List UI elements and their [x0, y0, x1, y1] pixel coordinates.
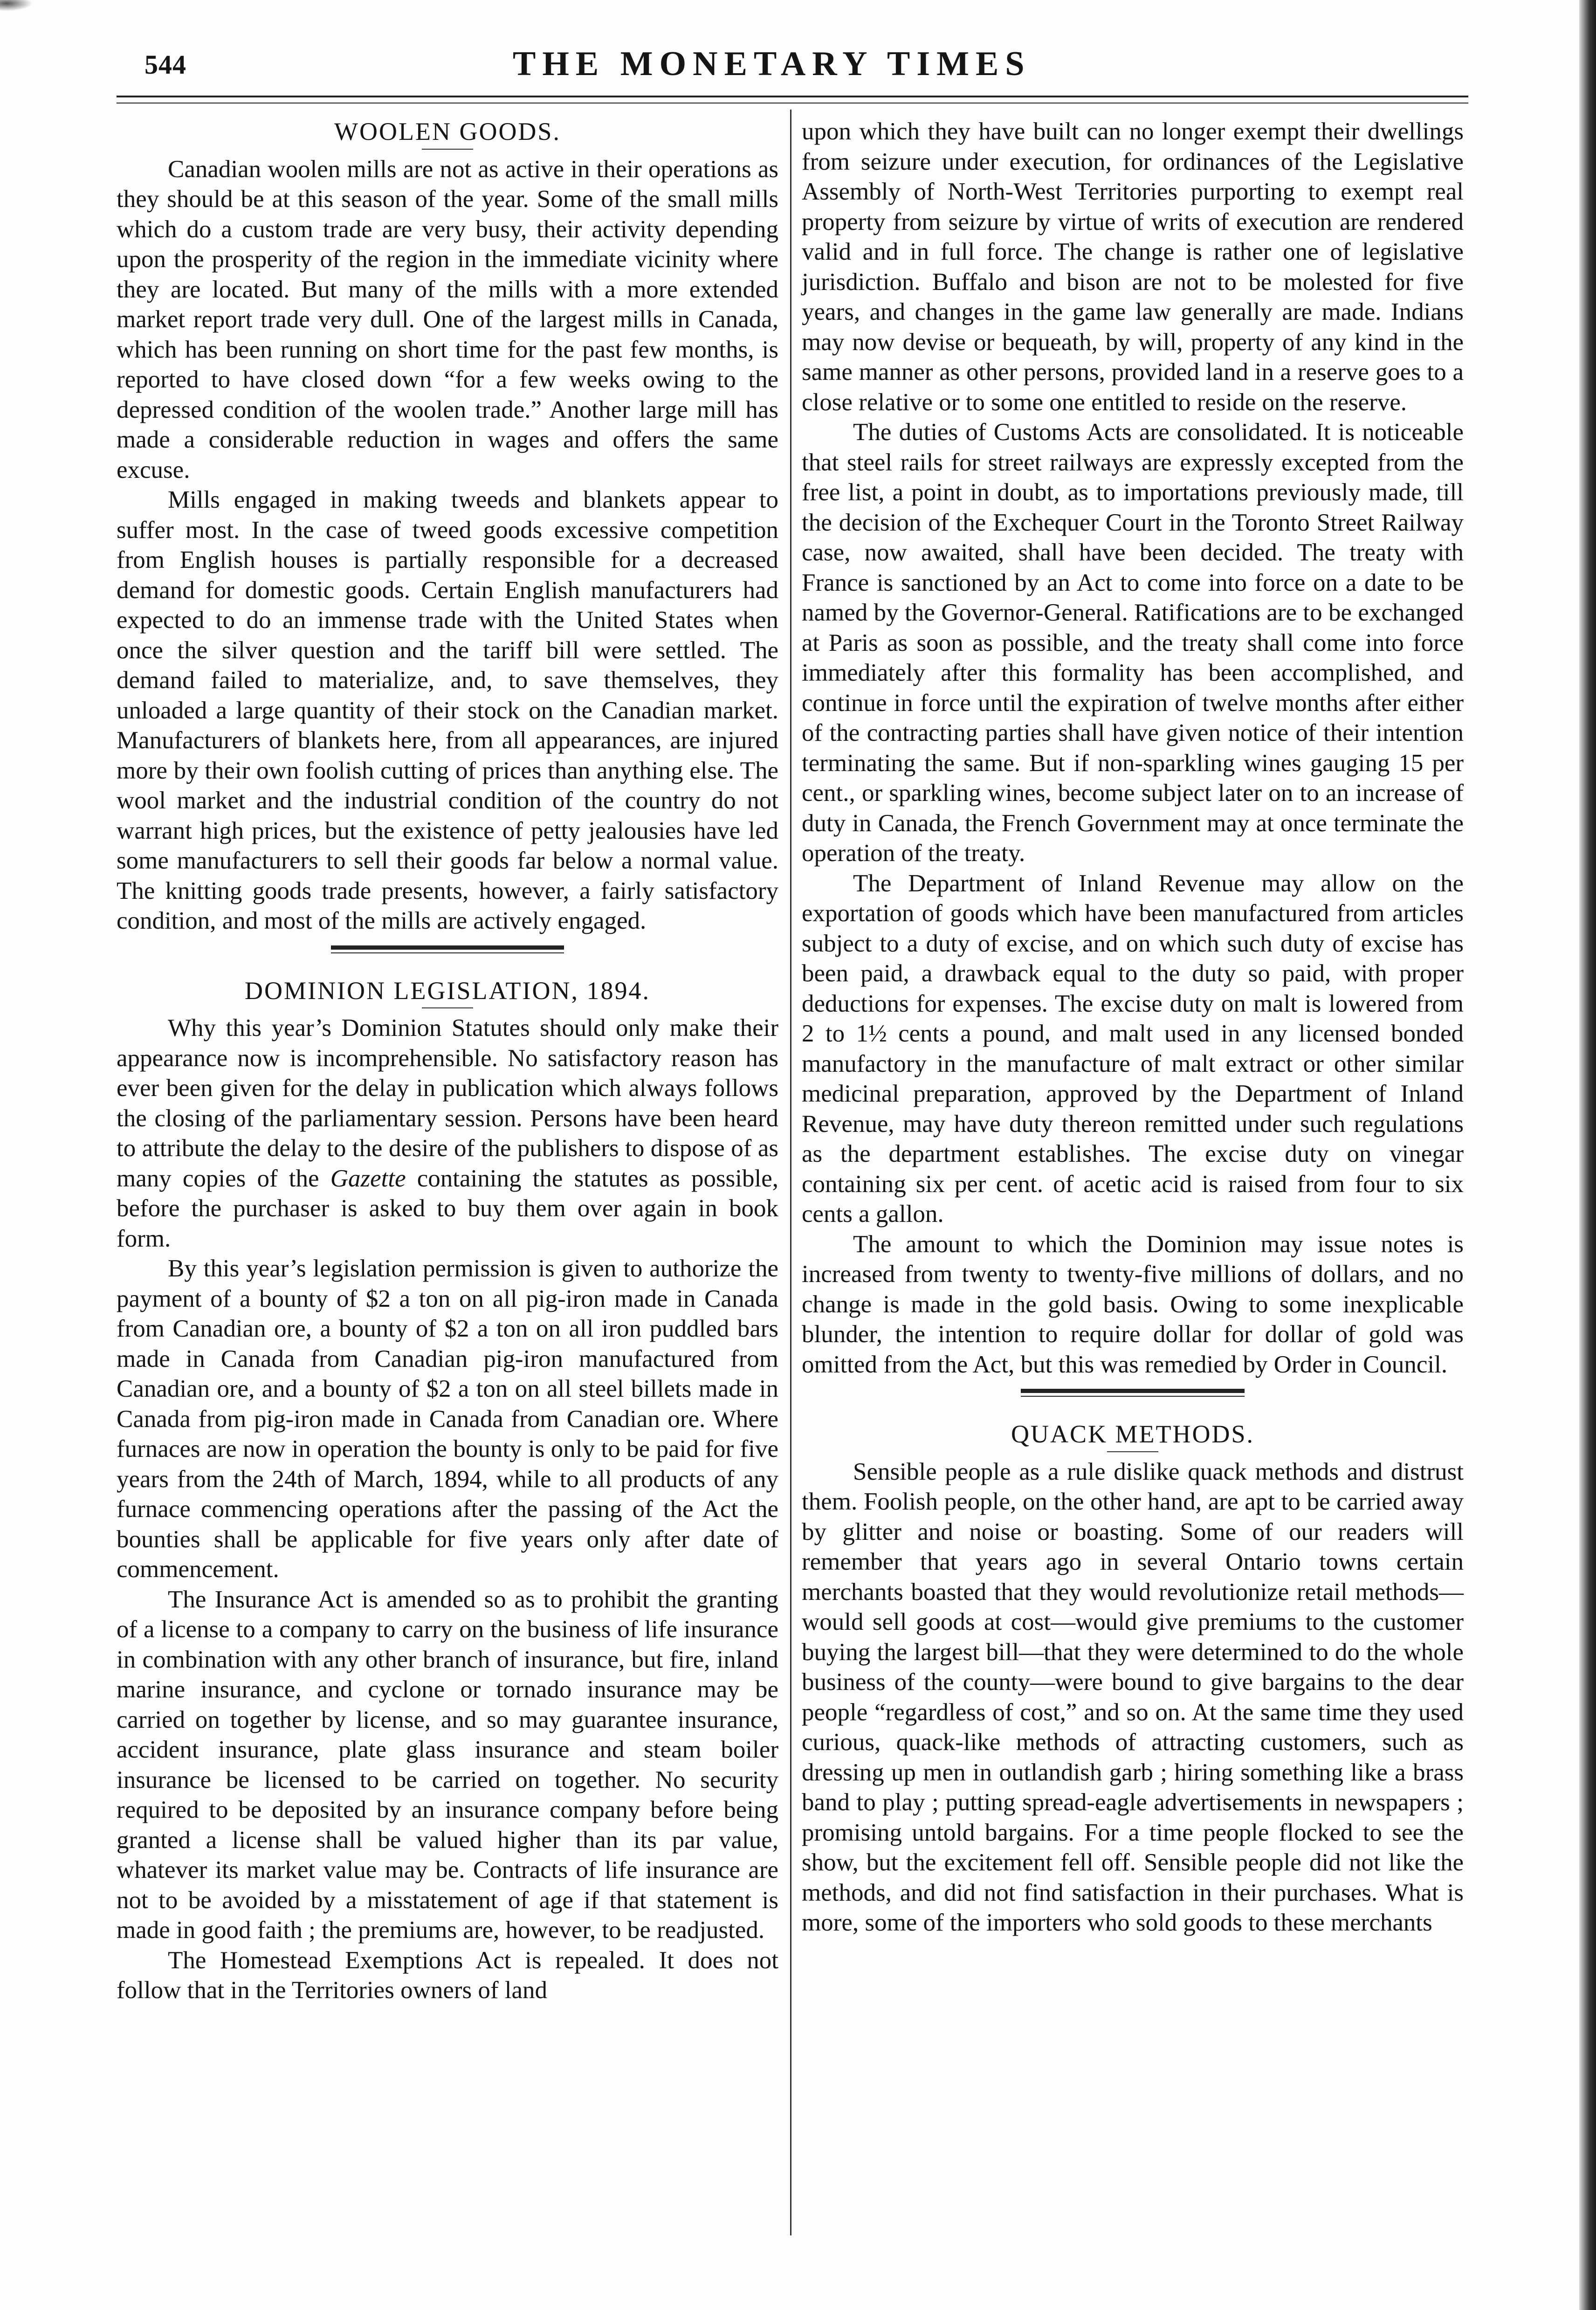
paragraph-text: Why this year’s Dominion Statutes should only make their appearance now is incomprehensible. No satisfactory reason has ever been given for the delay in publication which always follows the closing of the parliamentary session. Persons have been heard to attribute the delay to the desire of the publishers to dispose of as many copies of the [117, 1014, 778, 1192]
article-heading-woolen-goods: WOOLEN GOODS. [334, 117, 561, 145]
column-divider [790, 110, 791, 2235]
article-heading-quack-methods: QUACK METHODS. [1011, 1420, 1254, 1448]
article-paragraph: The Department of Inland Revenue may allow on the exportation of goods which have been manufactured from articles subject to a duty of excise, and on which such duty of excise has been paid, a drawback equal to the duty so paid, with proper deductions for expenses. The excise duty on malt is lowered from 2 to 1½ cents a pound, and malt used in any licensed bonded manufactory in the manufacture of malt extract or other similar medicinal preparation, approved by the Department of Inland Revenue, may have duty thereon remitted under such regulations as the department establishes. The excise duty on vinegar containing six per cent. of acetic acid is raised from four to six cents a gallon. [802, 869, 1464, 1227]
page-number: 544 [144, 49, 186, 80]
heading-rule [422, 149, 473, 150]
article-paragraph [117, 1013, 778, 1254]
right-column [802, 117, 1464, 1938]
scan-smudge [0, 0, 33, 11]
article-paragraph: The Insurance Act is amended so as to prohibit the granting of a license to a company to carry on the business of life insurance in combination with any other branch of insurance, but fire, inland marine insurance, and cyclone or tornado insurance may be carried on together by license, and so may guarantee insurance, accident insurance, plate glass insurance and steam boiler insurance be licensed to be carried on together. No security required to be deposited by an insurance company before being granted a license shall be valued higher than its par value, whatever its market value may be. Contracts of life insurance are not to be avoided by a misstatement of age if that statement is made in good faith ; the premiums are, however, to be readjusted. [117, 1586, 778, 1944]
section-divider [331, 945, 564, 953]
article-paragraph: The amount to which the Dominion may issue notes is increased from twenty to twenty-five millions of dollars, and no change is made in the gold basis. Owing to some inexplicable blunder, the intention to require dollar for dollar of gold was omitted from the Act, but this was remedied by Order in Council. [802, 1230, 1464, 1378]
article-paragraph: The Homestead Exemptions Act is repealed. It does not follow that in the Territories owners of land [117, 1946, 778, 2004]
section-divider [1021, 1389, 1245, 1397]
article-paragraph: Sensible people as a rule dislike quack methods and distrust them. Foolish people, on the other hand, are apt to be carried away by glitter and noise or boasting. Some of our readers will remember that years ago in several Ontario towns certain merchants boasted that they would revolutionize retail methods—would sell goods at cost—would give premiums to the customer buying the largest bill—that they were determined to do the whole business of the county—were bound to give bargains to the dear people “regardless of cost,” and so on. At the same time they used curious, quack-like methods of attracting customers, such as dressing up men in outlandish garb ; hiring something like a brass band to play ; putting spread-eagle advertisements in newspapers ; promising untold bargains. For a time people flocked to see the show, but the excitement fell off. Sensible people did not like the methods, and did not find satisfaction in their purchases. What is more, some of the importers who sold goods to these merchants [802, 1458, 1464, 1936]
article-heading-dominion-legislation: DOMINION LEGISLATION, 1894. [245, 976, 650, 1005]
header-rule [117, 96, 1468, 97]
left-column [117, 117, 778, 2006]
article-paragraph: By this year’s legislation permission is given to authorize the payment of a bounty of $2 a ton on all pig-iron made in Canada from Canadian ore, a bounty of $2 a ton on all iron puddled bars made in Canada from Canadian pig-iron manufactured from Canadian ore, and a bounty of $2 a ton on all steel billets made in Canada from pig-iron made in Canada from Canadian ore. Where furnaces are now in operation the bounty is only to be paid for five years from the 24th of March, 1894, while to all products of any furnace commencing operations after the passing of the Act the bounties shall be applicable for five years only after date of commencement. [117, 1255, 778, 1583]
article-paragraph: The duties of Customs Acts are consolidated. It is noticeable that steel rails for street railways are expressly excepted from the free list, a point in doubt, as to importations previously made, till the decision of the Exchequer Court in the Toronto Street Railway case, now awaited, shall have been decided. The treaty with France is sanctioned by an Act to come into force on a date to be named by the Governor-General. Ratifications are to be exchanged at Paris as soon as possible, and the treaty shall come into force immediately after this formality has been accomplished, and continue in force until the expiration of twelve months after either of the contracting parties shall have given notice of their intention terminating the same. But if non-sparkling wines gauging 15 per cent., or sparkling wines, become subject later on to an increase of duty in Canada, the French Government may at once terminate the operation of the treaty. [802, 419, 1464, 867]
publication-title: THE MONETARY TIMES [513, 45, 1031, 83]
scan-binding-edge [1579, 0, 1596, 2310]
heading-rule [422, 1007, 473, 1008]
paragraph-text: containing the statutes as possible, before the purchaser is asked to buy them over again in book form. [117, 1165, 778, 1252]
heading-rule [1107, 1451, 1158, 1452]
gazette-italic: Gazette [330, 1165, 406, 1192]
article-paragraph: Mills engaged in making tweeds and blankets appear to suffer most. In the case of tweed goods excessive competition from English houses is partially responsible for a decreased demand for domestic goods. Certain English manufacturers had expected to do an immense trade with the United States when once the silver question and the tariff bill were settled. The demand failed to materialize, and, to save themselves, they unloaded a large quantity of their stock on the Canadian market. Manufacturers of blankets here, from all appearances, are injured more by their own foolish cutting of prices than anything else. The wool market and the industrial condition of the country do not warrant high prices, but the existence of petty jealousies have led some manufacturers to sell their goods far below a normal value. The knitting goods trade presents, however, a fairly satisfactory condition, and most of the mills are actively engaged. [117, 486, 778, 934]
article-paragraph-continued: upon which they have built can no longer exempt their dwellings from seizure under execution, for ordinances of the Legislative Assembly of North-West Territories purporting to exempt real property from seizure by virtue of writs of execution are rendered valid and in full force. The change is rather one of legislative jurisdiction. Buffalo and bison are not to be molested for five years, and changes in the game law generally are made. Indians may now devise or bequeath, by will, property of any kind in the same manner as other persons, provided land in a reserve goes to a close relative or to some one entitled to reside on the reserve. [802, 118, 1464, 416]
article-paragraph: Canadian woolen mills are not as active in their operations as they should be at this season of the year. Some of the small mills which do a custom trade are very busy, their activity depending upon the prosperity of the region in the immediate vicinity where they are located. But many of the mills with a more extended market report trade very dull. One of the largest mills in Canada, which has been running on short time for the past few months, is reported to have closed down “for a few weeks owing to the depressed condition of the woolen trade.” Another large mill has made a considerable reduction in wages and offers the same excuse. [117, 155, 778, 483]
page-header [117, 44, 1515, 100]
